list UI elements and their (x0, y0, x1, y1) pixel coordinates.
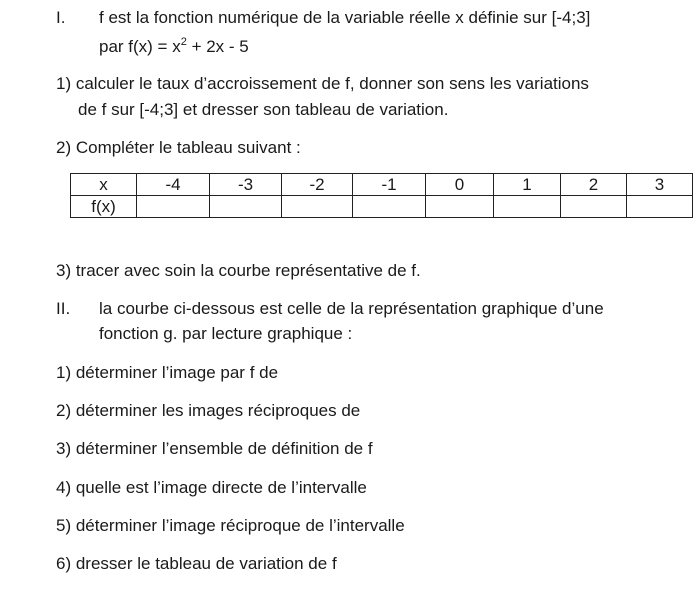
question-1-line-1: 1) calculer le taux d’accroissement de f, donner son sens les variations (56, 74, 589, 93)
section-2-question-5: 5) déterminer l’image réciproque de l’intervalle (56, 516, 405, 535)
table-cell: -4 (137, 174, 210, 196)
table-cell-empty (426, 196, 494, 218)
table-cell: -2 (282, 174, 353, 196)
section-1-statement-line-2 (99, 36, 249, 58)
section-2-question-6: 6) dresser le tableau de variation de f (56, 554, 337, 573)
table-cell: -1 (353, 174, 426, 196)
table-cell-empty (494, 196, 561, 218)
table-cell: 1 (494, 174, 561, 196)
table-cell: 3 (627, 174, 693, 196)
table-cell: f(x) (71, 196, 137, 218)
question-3: 3) tracer avec soin la courbe représentative de f. (56, 261, 421, 280)
table-row-x (71, 174, 693, 196)
function-exponent: 2 (180, 36, 187, 48)
table-row-fx (71, 196, 693, 218)
section-1-numeral: I. (56, 8, 66, 27)
question-2: 2) Compléter le tableau suivant : (56, 138, 301, 157)
table-cell-empty (353, 196, 426, 218)
values-table (70, 173, 693, 218)
question-1-line-2: de f sur [-4;3] et dresser son tableau de variation. (78, 100, 449, 119)
table-cell: 2 (561, 174, 627, 196)
section-2-statement-line-1: la courbe ci-dessous est celle de la représentation graphique d’une (99, 299, 604, 318)
function-definition-suffix: + 2x - 5 (186, 37, 249, 56)
section-2-numeral: II. (56, 299, 71, 318)
section-2-question-2: 2) déterminer les images réciproques de (56, 401, 361, 420)
table-cell-empty (561, 196, 627, 218)
section-1-statement-line-1: f est la fonction numérique de la variable réelle x définie sur [-4;3] (99, 8, 591, 27)
table-cell-empty (282, 196, 353, 218)
section-2-question-1: 1) déterminer l’image par f de (56, 363, 279, 382)
table-cell: 0 (426, 174, 494, 196)
table-cell: x (71, 174, 137, 196)
section-2-statement-line-2: fonction g. par lecture graphique : (99, 324, 353, 343)
table-cell-empty (210, 196, 282, 218)
section-2-question-3: 3) déterminer l’ensemble de définition de f (56, 439, 373, 458)
table-cell-empty (137, 196, 210, 218)
section-2-question-4: 4) quelle est l’image directe de l’intervalle (56, 478, 367, 497)
function-definition-prefix: par f(x) = x (99, 37, 181, 56)
table-cell-empty (627, 196, 693, 218)
table-cell: -3 (210, 174, 282, 196)
